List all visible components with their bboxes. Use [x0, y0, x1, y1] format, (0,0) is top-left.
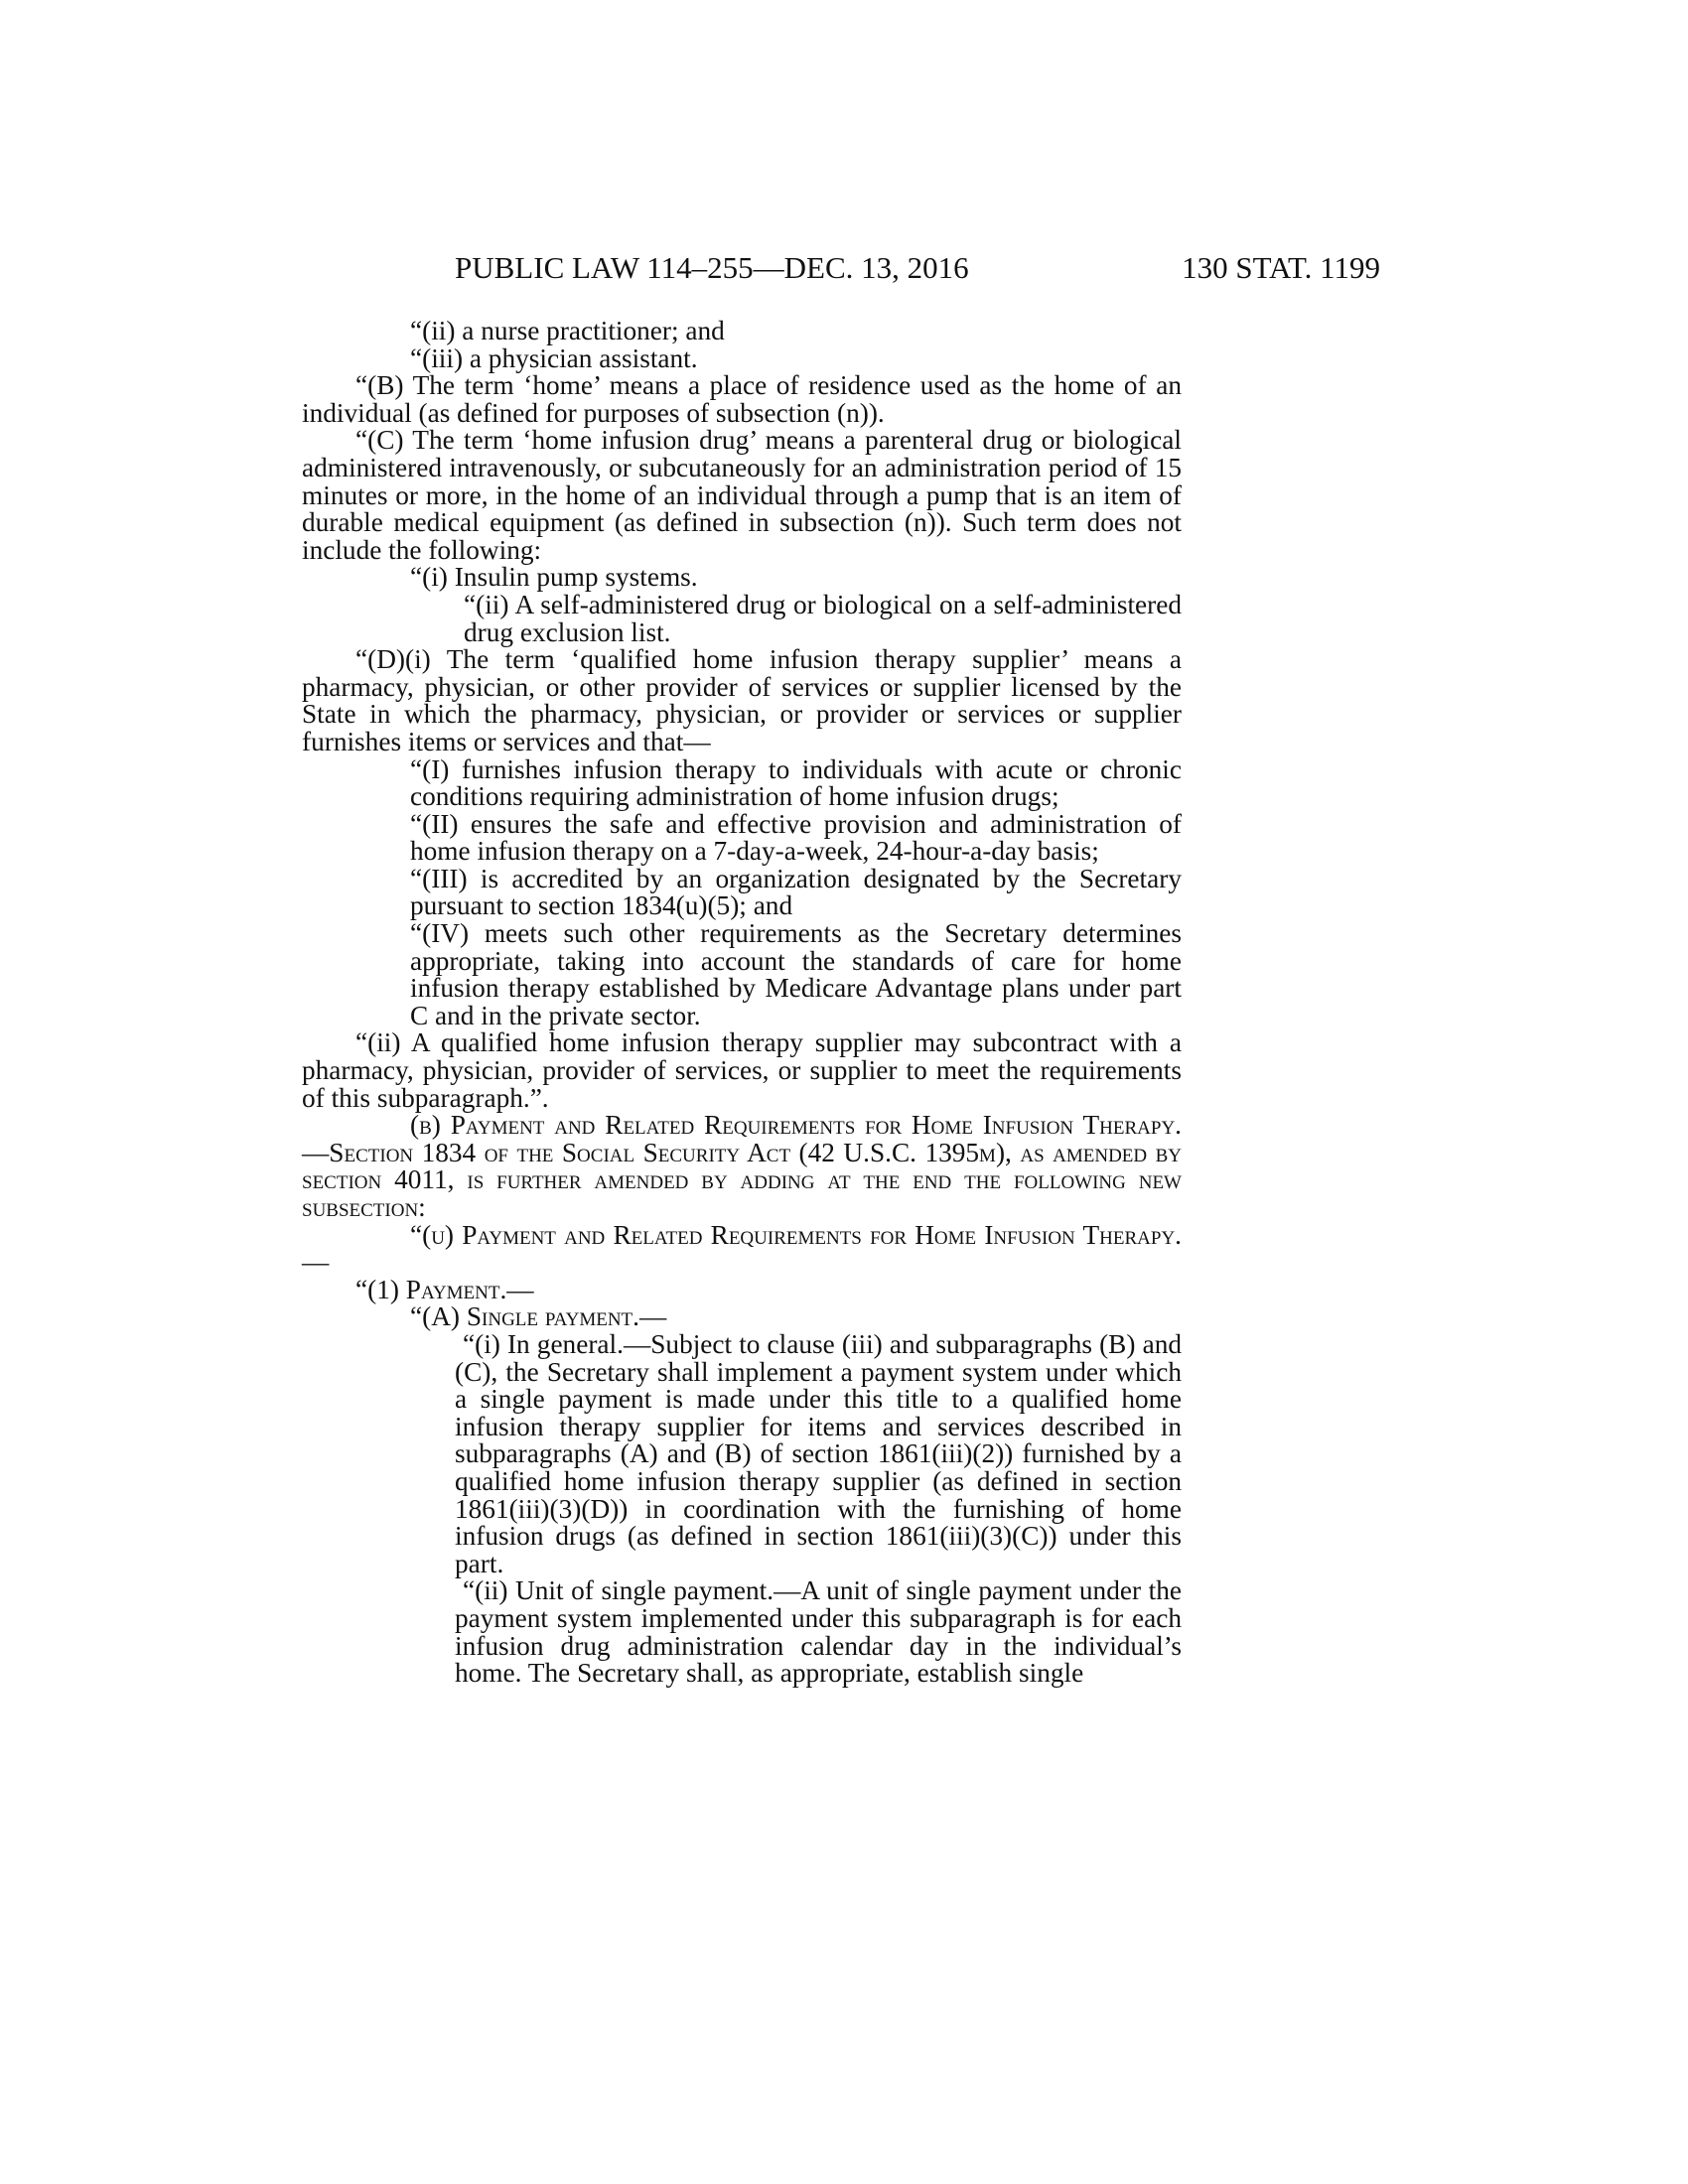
clause-ii-unit-of-payment: “(ii) Unit of single payment.—A unit of single payment under the payment system implemented under this subparagraph is for each infusion drug administration calendar day in the individual’s home. The Secretary shall, as appropriate, establish single — [455, 1575, 1182, 1689]
subparagraph-a-single-payment: “(A) Single payment.— — [410, 1301, 667, 1332]
clause-iii-physician-assistant: “(iii) a physician assistant. — [410, 342, 698, 373]
paragraph-1-payment: “(1) Payment.— — [355, 1274, 534, 1304]
document-body — [302, 318, 1182, 1688]
subsection-u-heading: “(u) Payment and Related Requirements for Home Infusion Therapy.— — [302, 1219, 1182, 1278]
subclause-iii-accredited: “(III) is accredited by an organization designated by the Secretary pursuant to section 1834(u)(5); and — [410, 863, 1182, 921]
header-page-number: 130 STAT. 1199 — [1182, 250, 1380, 285]
subclause-ii-ensures: “(II) ensures the safe and effective provision and administration of home infusion therapy on a 7-day-a-week, 24-hour-a-day basis; — [410, 808, 1182, 867]
clause-i-in-general: “(i) In general.—Subject to clause (iii) and subparagraphs (B) and (C), the Secretary shall implement a payment system under which a single payment is made under this title to a qualified home infusion therapy supplier for items and services described in subparagraphs (A) and (B) of section 1861(iii)(2)) furnished by a qualified home infusion therapy supplier (as defined in section 1861(iii)(3)(D)) in coordination with the furnishing of home infusion drugs (as defined in section 1861(iii)(3)(C)) under this part. — [455, 1328, 1182, 1578]
subparagraph-d-qualified-supplier: “(D)(i) The term ‘qualified home infusion therapy supplier’ means a pharmacy, physician, or other provider of services or supplier licensed by the State in which the pharmacy, physician, or provider or services or supplier furnishes items or services and that— — [302, 644, 1182, 756]
subsection-b-payment: (b) Payment and Related Requirements for Home Infusion Therapy.—Section 1834 of the Social Security Act (42 U.S.C. 1395m), as amended by section 4011, is further amended by adding at the end the following new subsection: — [302, 1110, 1182, 1222]
page-header — [455, 246, 1380, 290]
clause-ii-subcontract: “(ii) A qualified home infusion therapy supplier may subcontract with a pharmacy, physician, provider of services, or supplier to meet the requirements of this subparagraph.”. — [302, 1027, 1182, 1113]
header-title: PUBLIC LAW 114–255—DEC. 13, 2016 — [455, 250, 969, 285]
clause-ii-nurse-practitioner: “(ii) a nurse practitioner; and — [410, 316, 725, 345]
subparagraph-b-home: “(B) The term ‘home’ means a place of residence used as the home of an individual (as defined for purposes of subsection (n)). — [302, 370, 1182, 428]
subclause-i-furnishes: “(I) furnishes infusion therapy to individuals with acute or chronic conditions requiring administration of home infusion drugs; — [410, 753, 1182, 812]
subparagraph-c-home-infusion-drug: “(C) The term ‘home infusion drug’ means a parenteral drug or biological administered intravenously, or subcutaneously for an administration period of 15 minutes or more, in the home of an individual through a pump that is an item of durable medical equipment (as defined in subsection (n)). Such term does not include the following: — [302, 425, 1182, 565]
subclause-iv-requirements: “(IV) meets such other requirements as the Secretary determines appropriate, taking into account the standards of care for home infusion therapy established by Medicare Advantage plans under part C and in the private sector. — [410, 918, 1182, 1030]
clause-ii-self-administered: “(ii) A self-administered drug or biological on a self-administered drug exclusion list. — [464, 589, 1182, 647]
clause-i-insulin-pump: “(i) Insulin pump systems. — [410, 562, 698, 593]
